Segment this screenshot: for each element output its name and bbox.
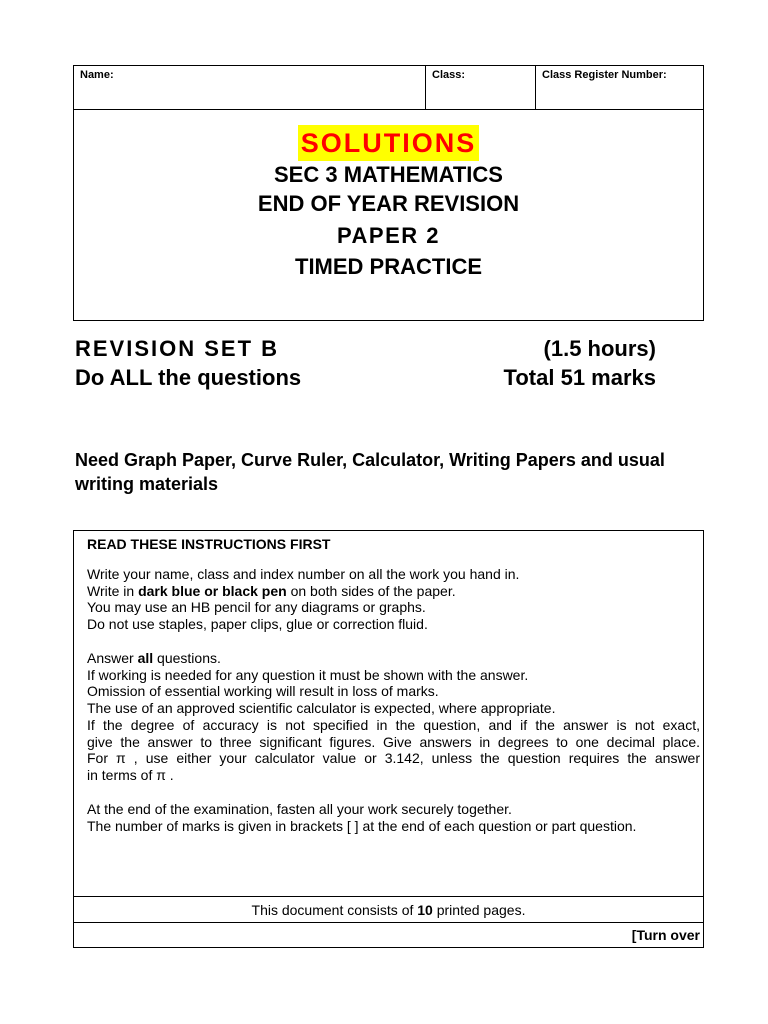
instruction-line: The use of an approved scientific calculator is expected, where appropriate. bbox=[87, 700, 556, 717]
page-count: 10 bbox=[417, 902, 433, 918]
student-info-table bbox=[73, 65, 704, 110]
class-field[interactable] bbox=[426, 66, 536, 109]
solutions-label: SOLUTIONS bbox=[298, 125, 480, 161]
instruction-line: If the degree of accuracy is not specified in the question, and if the answer is not exact, bbox=[87, 716, 700, 733]
exam-title: END OF YEAR REVISION bbox=[257, 191, 520, 216]
register-number-label: Class Register Number: bbox=[542, 69, 667, 81]
duration: (1.5 hours) bbox=[543, 336, 656, 361]
total-marks: Total 51 marks bbox=[503, 365, 656, 390]
instruction-line: For π , use either your calculator value or 3.142, unless the question requires the answer bbox=[87, 750, 700, 767]
instructions-box bbox=[73, 530, 704, 897]
answer-instruction: Do ALL the questions bbox=[75, 365, 302, 390]
title-box bbox=[73, 109, 704, 321]
instruction-line: You may use an HB pencil for any diagrams or graphs. bbox=[87, 599, 426, 616]
instructions-paragraph-3 bbox=[87, 801, 700, 834]
instructions-paragraph-2 bbox=[87, 650, 700, 784]
subject-title: SEC 3 MATHEMATICS bbox=[274, 162, 503, 187]
instructions-paragraph-1 bbox=[87, 566, 700, 633]
instruction-line: in terms of π . bbox=[87, 766, 174, 783]
instruction-line: If working is needed for any question it must be shown with the answer. bbox=[87, 666, 529, 683]
instruction-line: Do not use staples, paper clips, glue or correction fluid. bbox=[87, 616, 428, 633]
instruction-line: At the end of the examination, fasten all your work securely together. bbox=[87, 801, 512, 817]
instruction-line: give the answer to three significant figures. Give answers in degrees to one decimal place. bbox=[87, 733, 700, 750]
instruction-line: Answer all questions. bbox=[87, 650, 221, 666]
instruction-line: Write your name, class and index number on all the work you hand in. bbox=[87, 566, 520, 582]
register-number-field[interactable] bbox=[536, 66, 703, 109]
paper-title: PAPER 2 bbox=[336, 223, 440, 248]
class-label: Class: bbox=[432, 69, 466, 81]
instruction-line: Omission of essential working will result in loss of marks. bbox=[87, 683, 439, 700]
instruction-line: Write in dark blue or black pen on both sides of the paper. bbox=[87, 582, 456, 599]
name-label: Name: bbox=[80, 69, 114, 81]
practice-title: TIMED PRACTICE bbox=[295, 254, 482, 279]
name-field[interactable] bbox=[74, 66, 426, 109]
revision-set: REVISION SET B bbox=[75, 336, 280, 361]
instructions-heading: READ THESE INSTRUCTIONS FIRST bbox=[87, 536, 331, 552]
requirements-note: Need Graph Paper, Curve Ruler, Calculator, Writing Papers and usual writing materials bbox=[75, 450, 665, 494]
page-count-note: This document consists of 10 printed pages. bbox=[73, 896, 704, 923]
turn-over-note: [Turn over bbox=[73, 922, 704, 948]
solutions-banner bbox=[74, 125, 703, 161]
instruction-line: The number of marks is given in brackets [ ] at the end of each question or part question. bbox=[87, 817, 637, 834]
